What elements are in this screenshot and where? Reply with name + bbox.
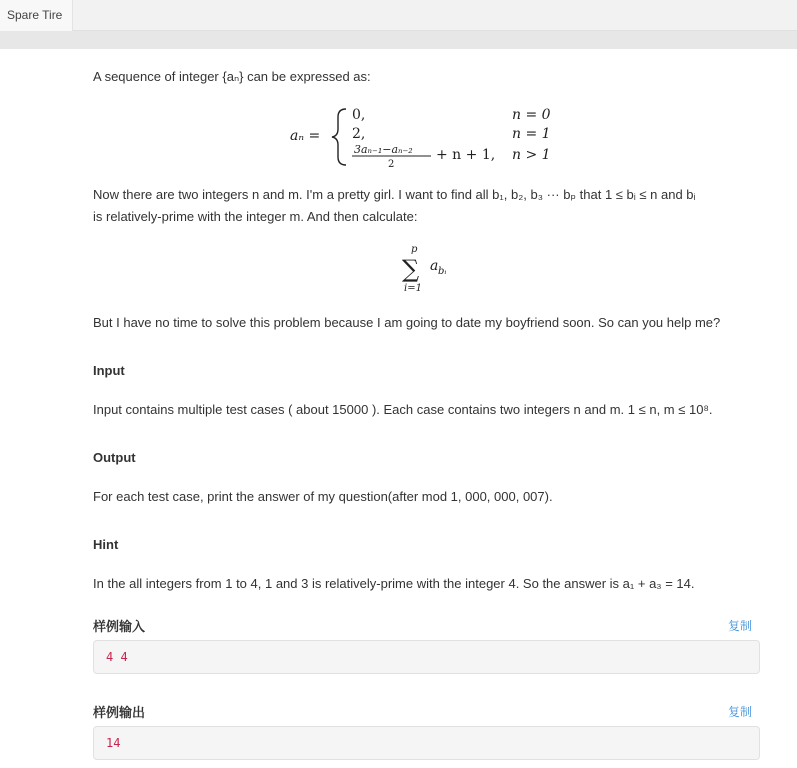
case1-value: 0, [352, 107, 366, 123]
hint-text: In the all integers from 1 to 4, 1 and 3 is relatively-prime with the integer 4. So the answer is a₁ + a₃ = 14. [93, 576, 695, 591]
case1-condition: n = 0 [512, 107, 551, 123]
statement-para3: But I have no time to solve this problem because I am going to date my boyfriend soon. So can you help me? [93, 315, 721, 330]
summation-formula [395, 242, 465, 294]
sequence-formula [280, 101, 580, 171]
tab-bar [0, 0, 797, 31]
sum-lower-limit: i=1 [404, 283, 422, 294]
sample-output-heading: 样例输出 [93, 705, 146, 720]
formula-brace [332, 109, 346, 165]
sample-input-heading: 样例输入 [93, 619, 146, 634]
sum-upper-limit: p [411, 244, 418, 255]
sum-term-subscript: bᵢ [438, 266, 447, 277]
case3-denominator: 2 [388, 159, 395, 170]
statement-para2-line2: is relatively-prime with the integer m. And then calculate: [93, 209, 418, 224]
sample-input-box[interactable]: 4 4 [93, 640, 760, 674]
case2-value: 2, [352, 126, 366, 142]
input-heading: Input [93, 363, 125, 378]
statement-intro: A sequence of integer {aₙ} can be expressed as: [93, 69, 371, 84]
formula-lhs: aₙ = [290, 128, 321, 144]
copy-sample-input-button[interactable]: 复制 [727, 619, 752, 633]
copy-sample-output-button[interactable]: 复制 [727, 705, 752, 719]
sample-output-box[interactable]: 14 [93, 726, 760, 760]
sum-term: a [430, 258, 439, 274]
output-heading: Output [93, 450, 136, 465]
input-text: Input contains multiple test cases ( about 15000 ). Each case contains two integers n and m. 1 ≤ n, m ≤ 10⁸. [93, 402, 713, 417]
case2-condition: n = 1 [512, 126, 551, 142]
sum-sigma: ∑ [402, 255, 420, 283]
problem-content [0, 49, 797, 768]
case3-tail: + n + 1, [436, 147, 496, 163]
statement-para2-line1: Now there are two integers n and m. I'm a pretty girl. I want to find all b₁, b₂, b₃ ··· bₚ that 1 ≤ bᵢ ≤ n and bᵢ [93, 187, 696, 202]
case3-numerator: 3aₙ₋₁−aₙ₋₂ [354, 143, 413, 156]
hint-heading: Hint [93, 537, 119, 552]
case3-condition: n > 1 [512, 147, 551, 163]
output-text: For each test case, print the answer of my question(after mod 1, 000, 000, 007). [93, 489, 553, 504]
tab-spare-tire[interactable]: Spare Tire [0, 0, 73, 31]
toolbar-strip [0, 31, 797, 49]
